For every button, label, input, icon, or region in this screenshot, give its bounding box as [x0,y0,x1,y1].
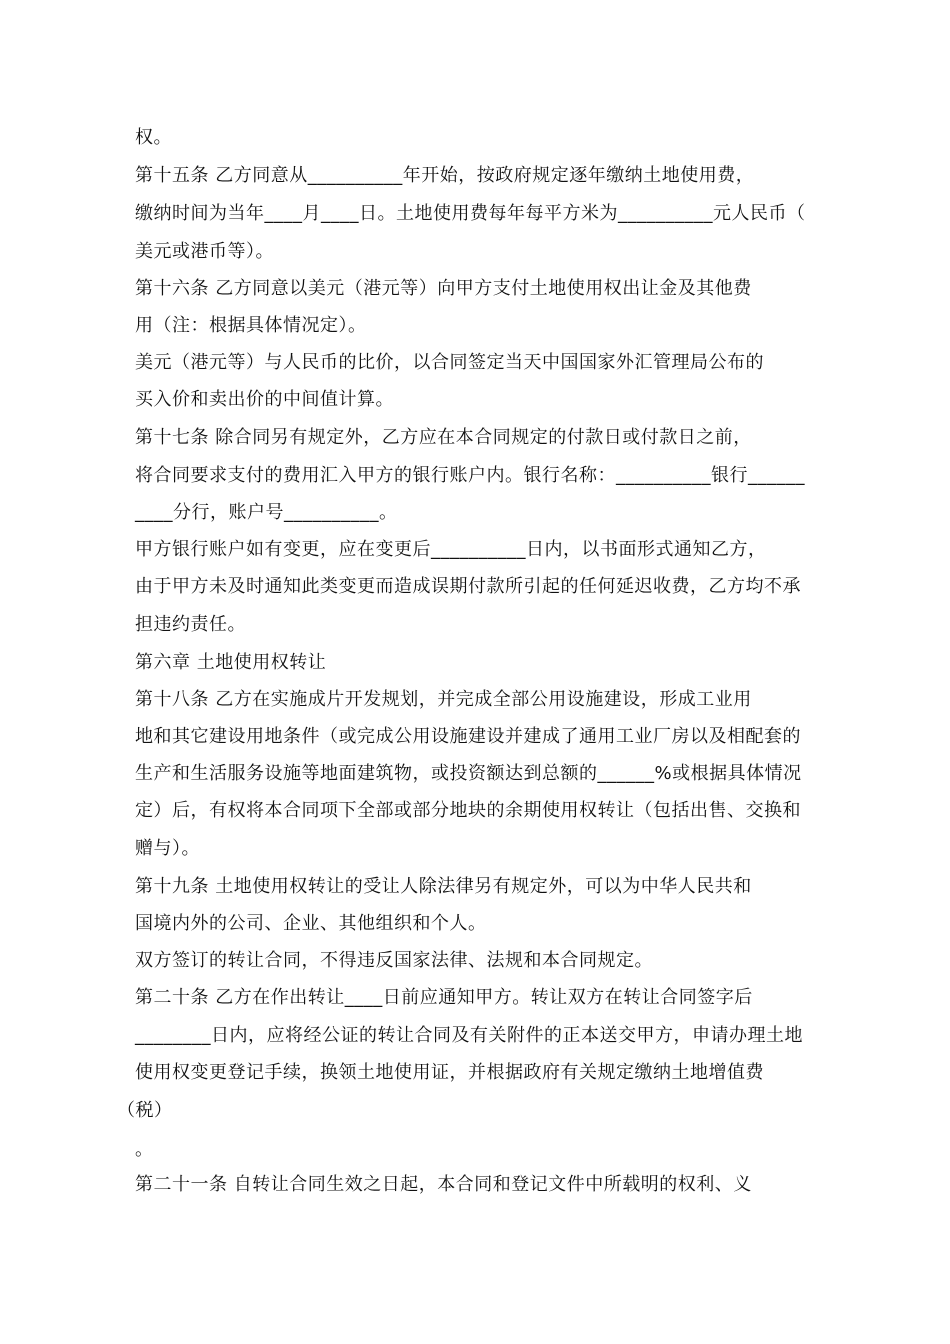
article-19-line: 第十九条 土地使用权转让的受让人除法律另有规定外，可以为中华人民共和 [135,876,752,897]
chapter-6-heading: 第六章 土地使用权转让 [135,652,327,673]
article-16-line: 第十六条 乙方同意以美元（港元等）向甲方支付土地使用权出让金及其他费 [135,278,752,299]
text-line: 国境内外的公司、企业、其他组织和个人。 [135,913,487,934]
text-line: 缴纳时间为当年____月____日。土地使用费每年每平方米为__________元人民币（ [135,203,806,224]
text-line: 将合同要求支付的费用汇入甲方的银行账户内。银行名称：__________银行______ [135,465,805,486]
article-15-line: 第十五条 乙方同意从__________年开始，按政府规定逐年缴纳土地使用费， [135,165,755,186]
text-line: 由于甲方未及时通知此类变更而造成误期付款所引起的任何延迟收费，乙方均不承 [135,576,801,597]
text-line: 。 [135,1139,154,1160]
article-17-line: 第十七条 除合同另有规定外，乙方应在本合同规定的付款日或付款日之前， [135,427,752,448]
article-18-line: 第十八条 乙方在实施成片开发规划，并完成全部公用设施建设，形成工业用 [135,689,752,710]
text-line: 担违约责任。 [135,614,246,635]
text-line: 赠与）。 [135,838,200,859]
text-line: 甲方银行账户如有变更，应在变更后__________日内，以书面形式通知乙方， [135,539,767,560]
text-line: 美元或港币等）。 [135,241,274,262]
text-line: ________日内，应将经公证的转让合同及有关附件的正本送交甲方，申请办理土地 [135,1025,803,1046]
text-line: 美元（港元等）与人民币的比价，以合同签定当天中国国家外汇管理局公布的 [135,352,764,373]
text-line: 使用权变更登记手续，换领土地使用证，并根据政府有关规定缴纳土地增值费 [135,1062,764,1083]
text-line: ____分行，账户号__________。 [135,502,398,523]
article-21-line: 第二十一条 自转让合同生效之日起，本合同和登记文件中所载明的权利、义 [135,1174,752,1195]
text-line: 地和其它建设用地条件（或完成公用设施建设并建成了通用工业厂房以及相配套的 [135,726,801,747]
text-line: 双方签订的转让合同，不得违反国家法律、法规和本合同规定。 [135,950,653,971]
text-line: 权。 [135,127,172,148]
text-line: 买入价和卖出价的中间值计算。 [135,389,394,410]
text-line: （税） [117,1100,173,1121]
text-line: 定）后，有权将本合同项下全部或部分地块的余期使用权转让（包括出售、交换和 [135,800,801,821]
article-20-line: 第二十条 乙方在作出转让____日前应通知甲方。转让双方在转让合同签字后 [135,987,753,1008]
text-line: 生产和生活服务设施等地面建筑物，或投资额达到总额的______%或根据具体情况 [135,763,802,784]
text-line: 用（注：根据具体情况定）。 [135,315,367,336]
